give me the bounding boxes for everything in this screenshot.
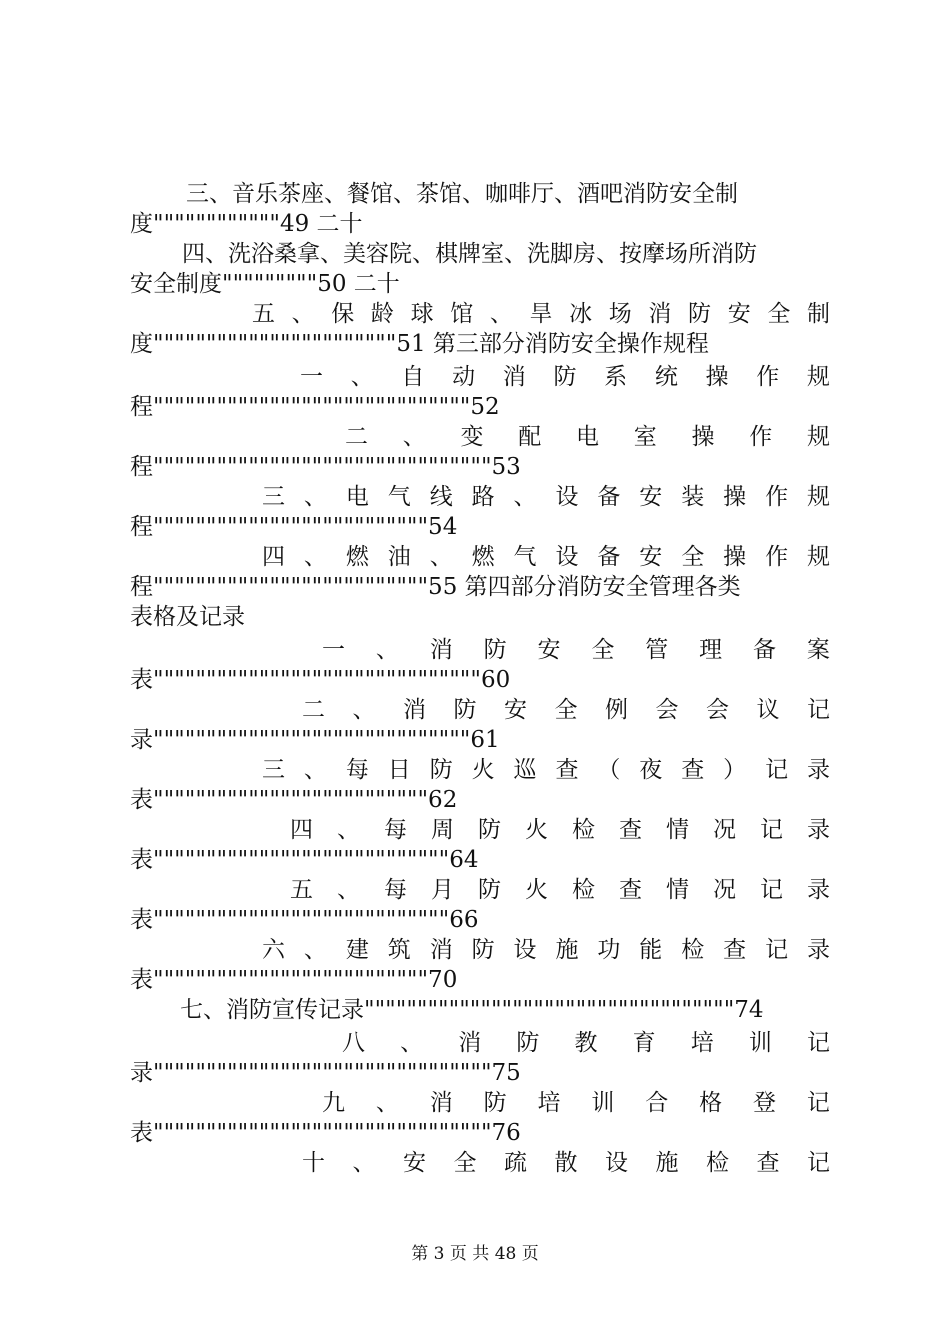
toc-line: 程""""""""""""""""""""""""""55 第四部分消防安全管理各类 <box>130 574 741 600</box>
toc-line: 一 、 自 动 消 防 系 统 操 作 规 <box>300 364 830 390</box>
toc-line: 度"""""""""""""""""""""""51 第三部分消防安全操作规程 <box>130 331 709 357</box>
toc-line: 十 、 安 全 疏 散 设 施 检 查 记 <box>302 1150 830 1176</box>
toc-line: 程""""""""""""""""""""""""""""""52 <box>130 394 500 420</box>
toc-line: 五 、 保 龄 球 馆 、 旱 冰 场 消 防 安 全 制 <box>252 301 830 327</box>
toc-line: 四 、 每 周 防 火 检 查 情 况 记 录 <box>290 817 830 843</box>
toc-line: 程""""""""""""""""""""""""""54 <box>130 514 458 540</box>
toc-line: 八 、 消 防 教 育 培 训 记 <box>342 1030 830 1056</box>
toc-line: 二 、 消 防 安 全 例 会 会 议 记 <box>302 697 830 723</box>
toc-line: 七、消防宣传记录"""""""""""""""""""""""""""""""""""74 <box>180 997 764 1023</box>
toc-line: 录""""""""""""""""""""""""""""""""75 <box>130 1060 521 1086</box>
toc-line: 表"""""""""""""""""""""""""""""""60 <box>130 667 511 693</box>
toc-line: 五 、 每 月 防 火 检 查 情 况 记 录 <box>290 877 830 903</box>
toc-line: 安全制度"""""""""50 二十 <box>130 271 400 297</box>
toc-line: 表""""""""""""""""""""""""""""""""76 <box>130 1120 521 1146</box>
toc-line: 四、洗浴桑拿、美容院、棋牌室、洗脚房、按摩场所消防 <box>182 241 757 267</box>
toc-line: 九 、 消 防 培 训 合 格 登 记 <box>322 1090 830 1116</box>
toc-line: 二 、 变 配 电 室 操 作 规 <box>345 424 830 450</box>
toc-line: 表""""""""""""""""""""""""""70 <box>130 967 458 993</box>
toc-line: 四 、 燃 油 、 燃 气 设 备 安 全 操 作 规 <box>262 544 830 570</box>
toc-line: 三 、 电 气 线 路 、 设 备 安 装 操 作 规 <box>262 484 830 510</box>
toc-line: 度""""""""""""49 二十 <box>130 211 363 237</box>
toc-line: 三 、 每 日 防 火 巡 查 （ 夜 查 ） 记 录 <box>262 757 830 783</box>
toc-line: 程""""""""""""""""""""""""""""""""53 <box>130 454 521 480</box>
toc-line: 表""""""""""""""""""""""""""""64 <box>130 847 479 873</box>
toc-line: 录""""""""""""""""""""""""""""""61 <box>130 727 500 753</box>
toc-line: 一 、 消 防 安 全 管 理 备 案 <box>322 637 830 663</box>
toc-line: 六 、 建 筑 消 防 设 施 功 能 检 查 记 录 <box>262 937 830 963</box>
toc-line: 表""""""""""""""""""""""""""62 <box>130 787 458 813</box>
toc-line: 三、音乐茶座、餐馆、茶馆、咖啡厅、酒吧消防安全制 <box>186 181 738 207</box>
page-footer: 第 3 页 共 48 页 <box>411 1244 539 1264</box>
toc-line: 表格及记录 <box>130 604 245 630</box>
toc-line: 表""""""""""""""""""""""""""""66 <box>130 907 479 933</box>
